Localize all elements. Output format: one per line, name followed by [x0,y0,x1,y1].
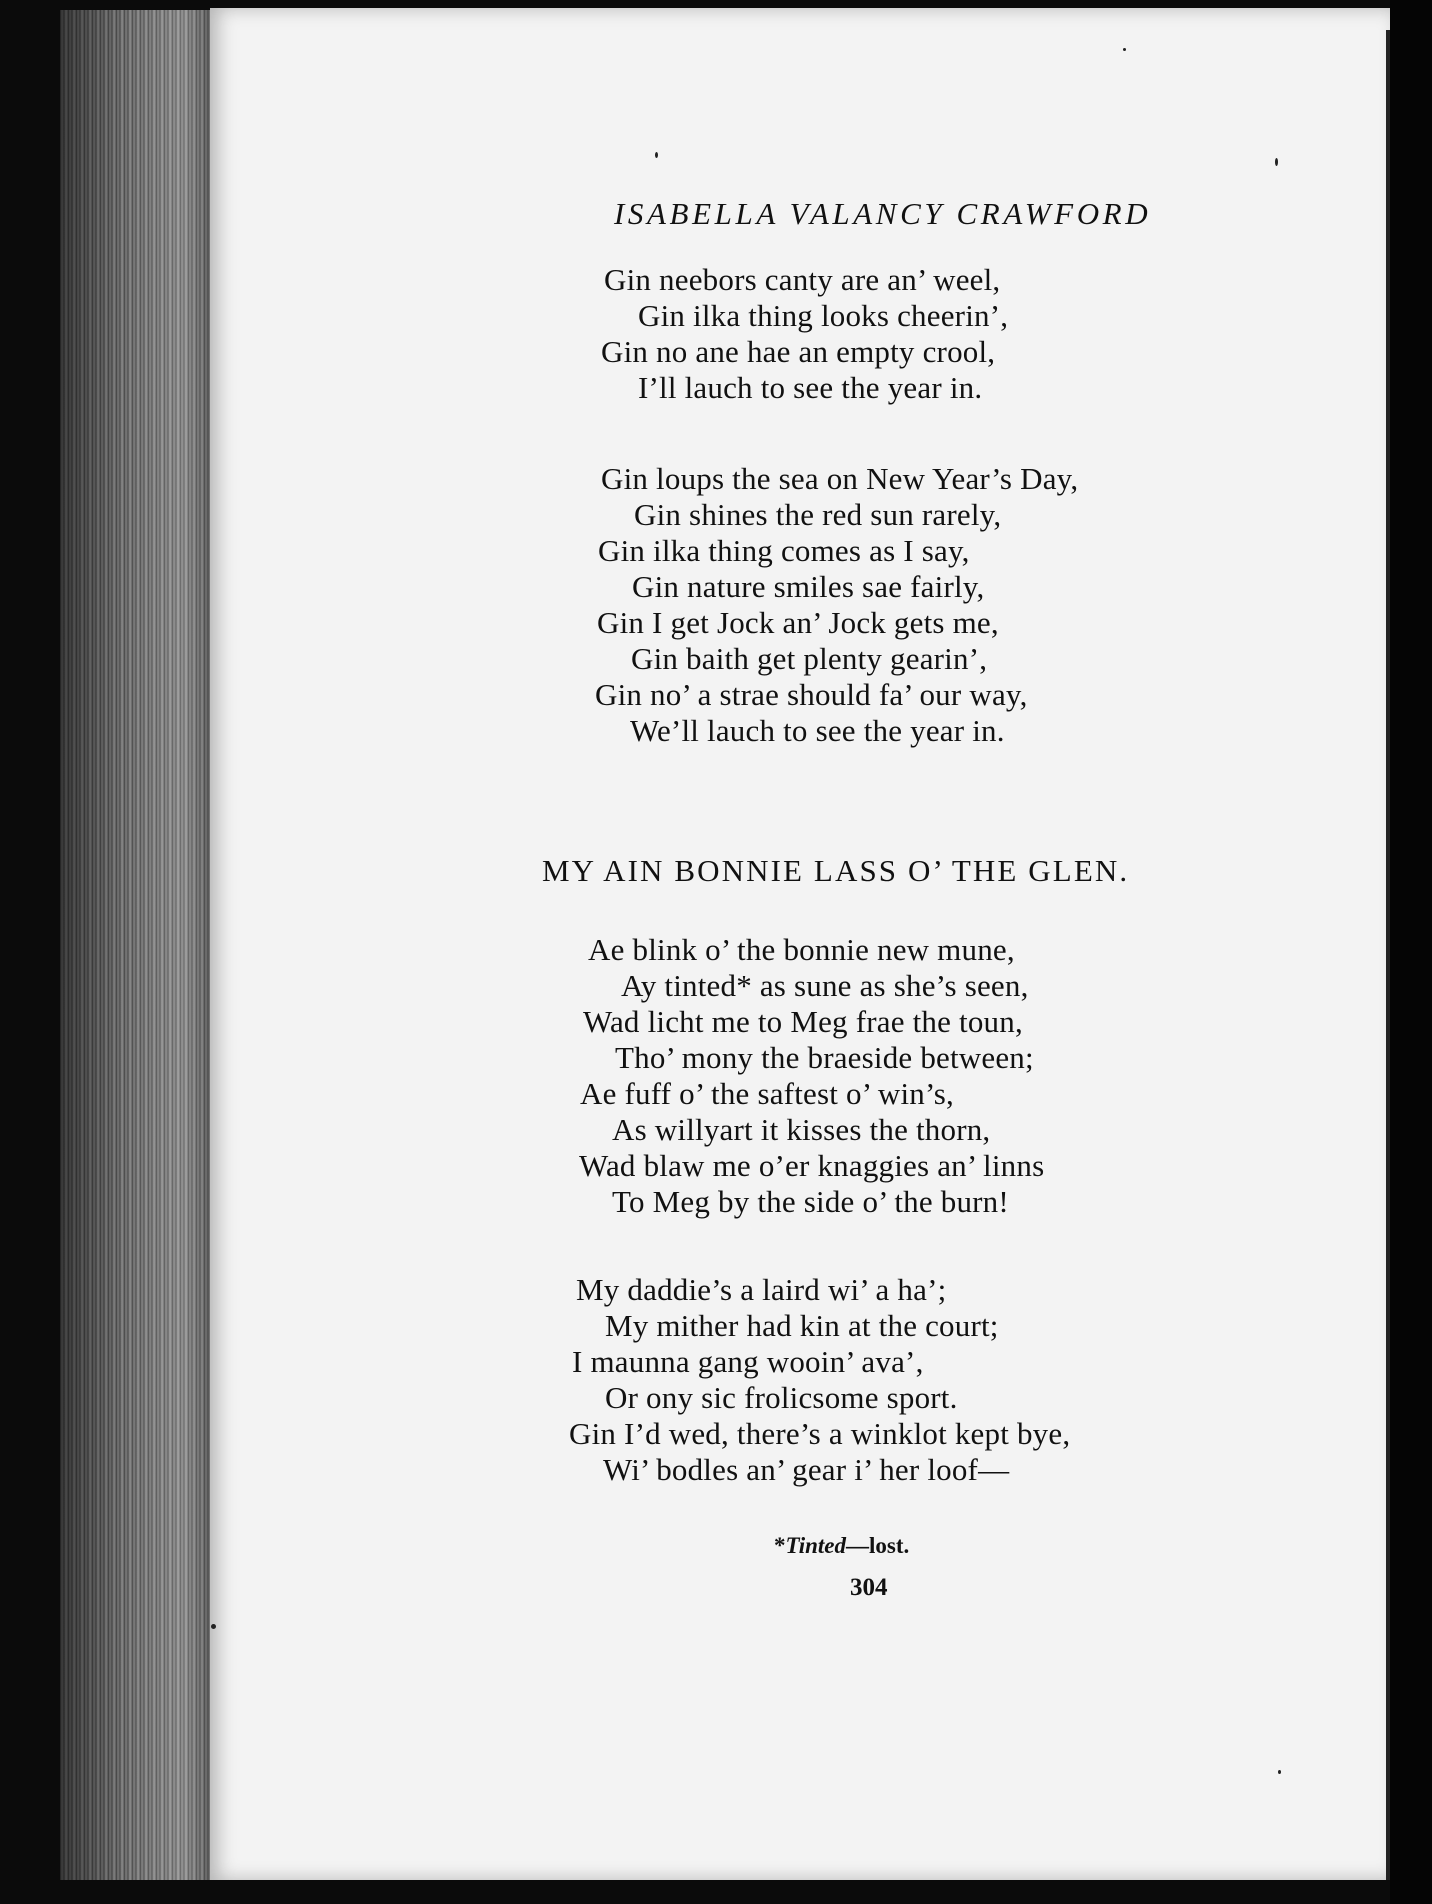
poem-title: MY AIN BONNIE LASS O’ THE GLEN. [542,853,1130,888]
verse-line: Ae fuff o’ the saftest o’ win’s, [580,1076,954,1111]
verse-line: My mither had kin at the court; [605,1308,999,1343]
verse-line: Gin no ane hae an empty crool, [601,334,996,369]
verse-line: As willyart it kisses the thorn, [612,1112,991,1147]
verse-line: To Meg by the side o’ the burn! [612,1184,1009,1219]
verse-line: We’ll lauch to see the year in. [630,713,1005,748]
scan-speck [1275,158,1278,166]
footnote-definition: —lost. [845,1533,910,1558]
scan-speck [1123,48,1126,51]
page-number: 304 [850,1574,888,1601]
verse-line: Wi’ bodles an’ gear i’ her loof— [603,1452,1010,1487]
verse-line: Gin nature smiles sae fairly, [632,569,985,604]
verse-line: Gin I get Jock an’ Jock gets me, [597,605,999,640]
fore-edge-shading [60,10,215,1880]
verse-line: I maunna gang wooin’ ava’, [572,1344,924,1379]
verse-line: Tho’ mony the braeside between; [615,1040,1034,1075]
verse-line: Or ony sic frolicsome sport. [605,1380,958,1415]
verse-line: I’ll lauch to see the year in. [638,370,983,405]
verse-line: Gin ilka thing looks cheerin’, [638,298,1009,333]
right-gutter [1390,0,1432,1904]
verse-line: Gin baith get plenty gearin’, [631,641,988,676]
footnote-term: Tinted [785,1533,846,1558]
verse-line: Gin ilka thing comes as I say, [598,533,970,568]
verse-line: Wad licht me to Meg frae the toun, [583,1004,1023,1039]
verse-line: Gin shines the red sun rarely, [634,497,1002,532]
footnote [774,1533,909,1559]
verse-line: Gin loups the sea on New Year’s Day, [601,461,1079,496]
verse-line: Wad blaw me o’er knaggies an’ linns [579,1148,1045,1183]
verse-line: Gin no’ a strae should fa’ our way, [595,677,1028,712]
verse-line: Ay tinted* as sune as she’s seen, [621,968,1029,1003]
verse-line: Gin I’d wed, there’s a winklot kept bye, [569,1416,1071,1451]
verse-line: My daddie’s a laird wi’ a ha’; [576,1272,947,1307]
verse-line: Ae blink o’ the bonnie new mune, [588,932,1015,967]
running-head: ISABELLA VALANCY CRAWFORD [614,196,1152,231]
scan-speck [211,1624,216,1629]
scan-speck [1278,1770,1281,1774]
footnote-marker: * [774,1533,786,1558]
verse-line: Gin neebors canty are an’ weel, [604,262,1001,297]
scan-speck [655,152,658,158]
